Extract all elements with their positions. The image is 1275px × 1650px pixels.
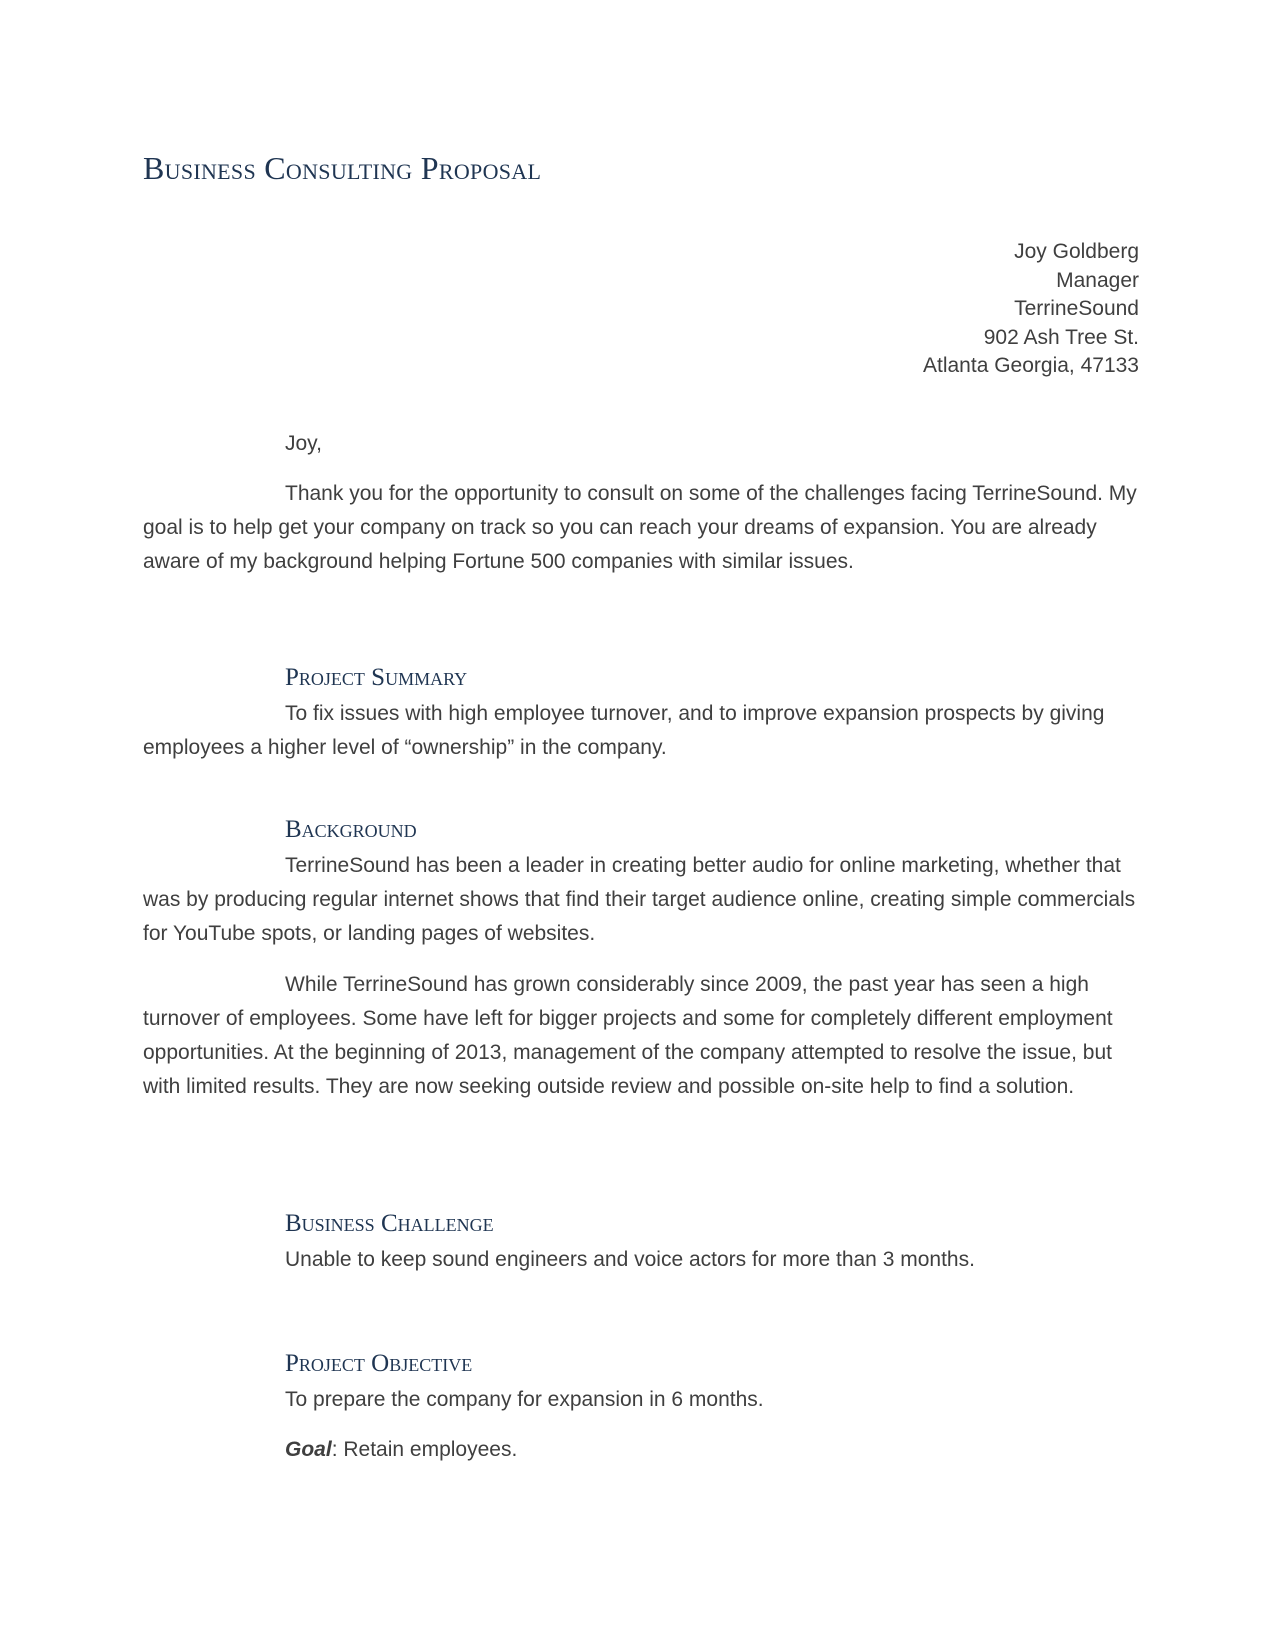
business-challenge-text: Unable to keep sound engineers and voice actors for more than 3 months.: [285, 1248, 975, 1271]
background-paragraph-2: While TerrineSound has grown considerably since 2009, the past year has seen a high turnover of employees. Some have left for bigger projects and some for completely different employment opportunities. At the beginning of 2013, management of the company attempted to resolve the issue, but with limited results. They are now seeking outside review and possible on-site help to find a solution.: [143, 973, 1113, 1098]
goal-line: [285, 1435, 517, 1465]
greeting: Joy,: [285, 432, 322, 455]
project-summary-text: To fix issues with high employee turnover, and to improve expansion prospects by giving employees a higher level of “ownership” in the company.: [143, 702, 1105, 759]
project-objective-heading: Project Objective: [285, 1350, 473, 1377]
recipient-company: TerrineSound: [1014, 297, 1139, 320]
background-paragraph-1: TerrineSound has been a leader in creating better audio for online marketing, whether that was by producing regular internet shows that find their target audience online, creating simple commercials for YouTube spots, or landing pages of websites.: [143, 854, 1136, 945]
background-heading: Background: [285, 816, 417, 843]
recipient-street: 902 Ash Tree St.: [983, 325, 1139, 349]
project-summary-heading: Project Summary: [285, 664, 468, 691]
recipient-address: [923, 238, 1139, 381]
business-challenge-heading: Business Challenge: [285, 1210, 494, 1237]
goal-label: Goal: [285, 1438, 332, 1461]
project-objective-text: To prepare the company for expansion in 6 months.: [285, 1388, 764, 1411]
recipient-name: Joy Goldberg: [1014, 240, 1139, 263]
goal-separator: :: [331, 1438, 338, 1461]
recipient-position: Manager: [1056, 268, 1139, 292]
intro-paragraph: Thank you for the opportunity to consult on some of the challenges facing TerrineSound. My goal is to help get your company on track so you can reach your dreams of expansion. You are already aware of my background helping Fortune 500 companies with similar issues.: [143, 482, 1137, 573]
document-title: Business Consulting Proposal: [143, 150, 542, 186]
goal-text: Retain employees.: [337, 1438, 518, 1461]
recipient-city: Atlanta Georgia, 47133: [923, 354, 1139, 377]
